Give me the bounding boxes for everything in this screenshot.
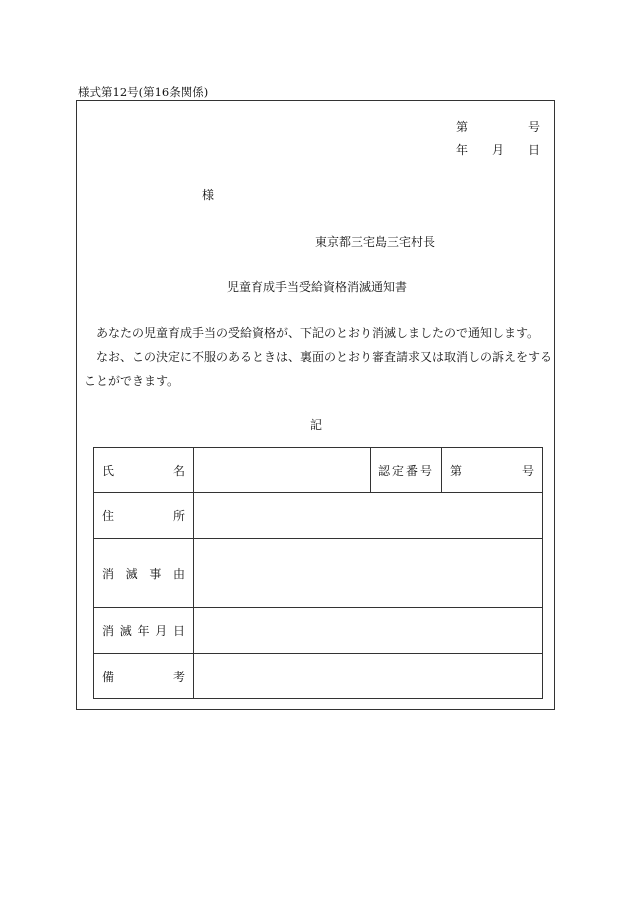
remarks-value[interactable] (194, 654, 543, 699)
document-date-line (456, 141, 540, 158)
issuer: 東京都三宅島三宅村長 (315, 235, 436, 249)
address-label: 住 所 (94, 493, 194, 539)
row-remarks (94, 654, 543, 699)
body-paragraph-1: あなたの児童育成手当の受給資格が、下記のとおり消滅しましたので通知します。 (96, 326, 540, 340)
number-go: 号 (527, 120, 540, 134)
row-address (94, 493, 543, 539)
row-date (94, 608, 543, 654)
reason-label: 消 滅 事 由 (94, 539, 194, 608)
document-title: 児童育成手当受給資格消滅通知書 (227, 280, 408, 294)
body-text (84, 321, 554, 393)
row-reason (94, 539, 543, 608)
ki-heading: 記 (310, 418, 323, 432)
name-label: 氏 名 (94, 448, 194, 493)
details-table (93, 447, 543, 699)
body-paragraph-2: なお、この決定に不服のあるときは、裏面のとおり審査請求又は取消しの訴えをすることができます。 (84, 350, 553, 388)
date-year: 年 (456, 143, 469, 157)
reason-value[interactable] (194, 539, 543, 608)
date-month: 月 (491, 143, 504, 157)
name-value[interactable] (194, 448, 371, 493)
date-value[interactable] (194, 608, 543, 654)
date-day: 日 (527, 143, 540, 157)
form-id: 様式第12号(第16条関係) (78, 85, 209, 99)
number-dai: 第 (456, 120, 469, 134)
cert-no-label: 認定番号 (371, 448, 442, 493)
date-label: 消 滅 年 月 日 (94, 608, 194, 654)
cert-no-value[interactable]: 第 号 (442, 448, 543, 493)
address-value[interactable] (194, 493, 543, 539)
addressee-suffix: 様 (202, 188, 215, 202)
document-number-line (456, 118, 540, 135)
remarks-label: 備 考 (94, 654, 194, 699)
row-name (94, 448, 543, 493)
